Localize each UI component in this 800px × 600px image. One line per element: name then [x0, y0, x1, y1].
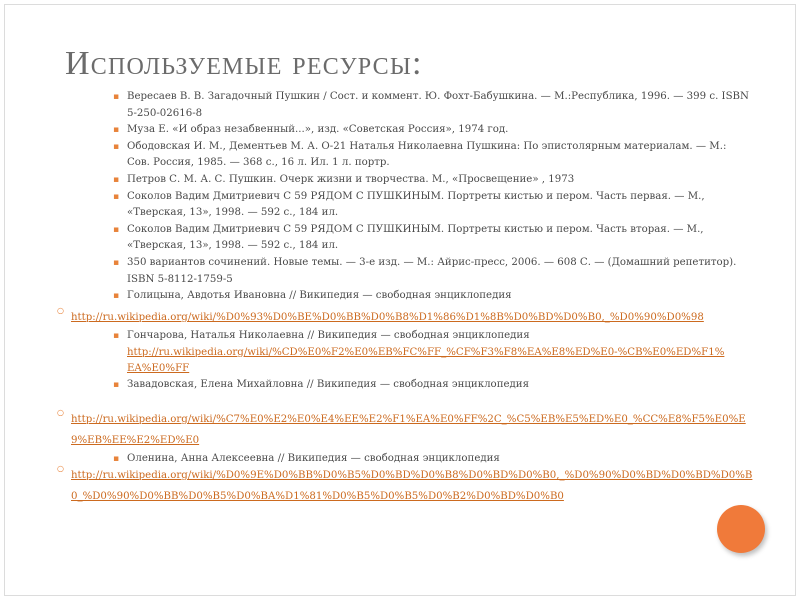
- bullet-icon: ▪: [113, 379, 120, 390]
- link-block: [57, 305, 757, 393]
- bullet-icon: ▪: [113, 331, 120, 341]
- wiki-link[interactable]: http://ru.wikipedia.org/wiki/%D0%9E%D0%BB%D0%B5%D0%BD%D0%B8%D0%BD%D0%B0,_%D0%90%D0%BD%D0%BD%D0%B0_%D0%90%D0%BB%D0%B5%D0%BA%D1%81%D0%B5%D0%B5%D0%B2%D0%BD%D0%B0: [71, 470, 753, 502]
- list-item: ▪ Муза Е. «И образ незабвенный...», изд. «Советская Россия», 1974 год.: [111, 122, 751, 139]
- bullet-icon: ▪: [113, 174, 120, 185]
- bullet-icon: ▪: [113, 191, 120, 202]
- bullet-icon: ▪: [113, 125, 120, 136]
- link-block: [57, 407, 757, 468]
- bullet-icon: ▪: [113, 257, 120, 268]
- bullet-icon: ▪: [113, 454, 120, 464]
- list-item: ▪ Оленина, Анна Алексеевна // Википедия — свободная энциклопедия: [111, 451, 731, 468]
- slide-title: Используемые ресурсы:: [65, 45, 423, 82]
- references-list: [111, 89, 751, 305]
- list-item: ▪ 350 вариантов сочинений. Новые темы. — 3-е изд. — М.: Айрис-пресс, 2006. — 608 С. — (Домашний репетитор). ISBN 5-8112-1759-5: [113, 256, 737, 285]
- list-item: ▪ Гончарова, Наталья Николаевна // Википедия — свободная энциклопедия http://ru.wikipedia.org/wiki/%CD%E0%F2%E0%EB%FC%FF_%CF%F3%F8%EA%E8%ED%E0-%CB%E0%ED%F1%EA%E0%FF: [111, 328, 731, 377]
- bullet-icon: ▪: [113, 141, 120, 152]
- wiki-link[interactable]: http://ru.wikipedia.org/wiki/%C7%E0%E2%E0%E4%EE%E2%F1%EA%E0%FF%2C_%C5%EB%E5%ED%E0_%CC%E8%F5%E0%E9%EB%EE%E2%ED%E0: [71, 414, 746, 446]
- list-item: ▪ Соколов Вадим Дмитриевич С 59 РЯДОМ С ПУШКИНЫМ. Портреты кистью и пером. Часть первая. — М., «Тверская, 13», 1998. — 592 с., 184 ил.: [113, 190, 705, 219]
- slide: [4, 4, 796, 596]
- wiki-link[interactable]: http://ru.wikipedia.org/wiki/%CD%E0%F2%E0%EB%FC%FF_%CF%F3%F8%EA%E8%ED%E0-%CB%E0%ED%F1%EA%E0%FF: [127, 346, 725, 374]
- list-item: ▪ Завадовская, Елена Михайловна // Википедия — свободная энциклопедия: [111, 377, 731, 394]
- list-item: ▪ Вересаев В. В. Загадочный Пушкин / Сост. и коммент. Ю. Фохт-Бабушкина. — М.:Республика, 1996. — 399 с. ISBN 5-250-02616-8: [113, 91, 749, 119]
- wiki-link[interactable]: http://ru.wikipedia.org/wiki/%D0%93%D0%BE%D0%BB%D0%B8%D1%86%D1%8B%D0%BD%D0%B0,_%D0%90%D0%98: [71, 312, 704, 323]
- bullet-icon: ○: [57, 464, 64, 473]
- link-block: [57, 463, 757, 505]
- decorative-circle: [717, 505, 765, 553]
- bullet-icon: ○: [57, 408, 64, 417]
- bullet-icon: ○: [57, 306, 64, 315]
- bullet-icon: ▪: [113, 291, 120, 302]
- bullet-icon: ▪: [113, 92, 120, 102]
- list-item: ▪ Соколов Вадим Дмитриевич С 59 РЯДОМ С ПУШКИНЫМ. Портреты кистью и пером. Часть вторая. — М., «Тверская, 13», 1998. — 592 с., 184 ил.: [113, 223, 704, 252]
- list-item: ▪ Ободовская И. М., Дементьев М. А. О-21 Наталья Николаевна Пушкина: По эпистолярным материалам. — М.: Сов. Россия, 1985. — 368 с., 16 л. Ил. 1 л. портр.: [113, 140, 727, 169]
- bullet-icon: ▪: [113, 224, 120, 235]
- sub-list: [111, 328, 731, 393]
- list-item: ▪ Петров С. М. А. С. Пушкин. Очерк жизни и творчества. М., «Просвещение» , 1973: [111, 172, 751, 189]
- list-item: ▪ Голицына, Авдотья Ивановна // Википедия — свободная энциклопедия: [111, 288, 751, 305]
